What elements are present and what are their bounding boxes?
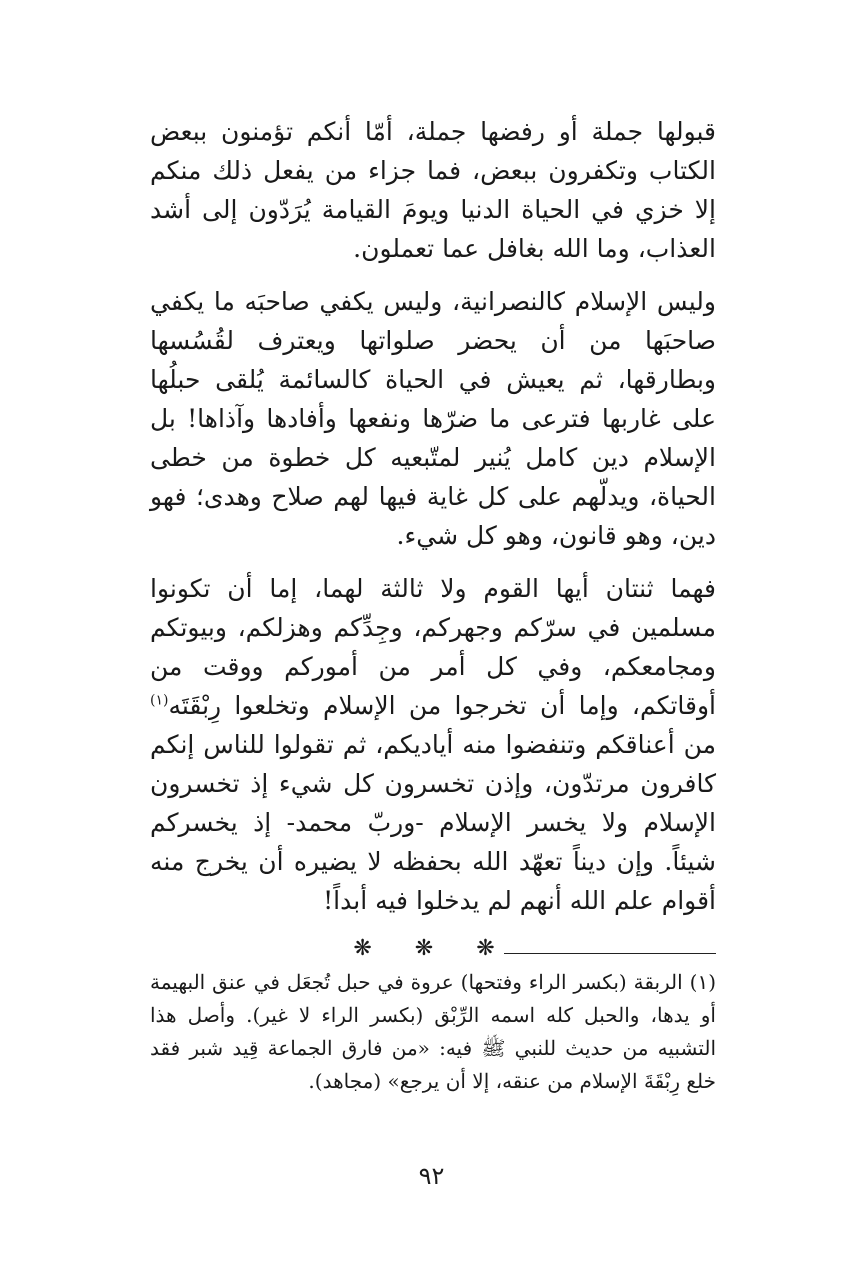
main-text <box>150 112 716 983</box>
page-number: ٩٢ <box>418 1162 445 1190</box>
paragraph-3 <box>150 569 716 920</box>
paragraph-3-text-end: من أعناقكم وتنفضوا منه أياديكم، ثم تقولوا للناس إنكم كافرون مرتدّون، وإذن تخسرون كل شيء إذ تخسرون الإسلام ولا يخسر الإسلام -وربّ محمد- إذ يخسركم شيئاً. وإن ديناً تعهّد الله بحفظه لا يضيره أن يخرج منه أقوام علم الله أنهم لم يدخلوا فيه أبداً! <box>150 730 716 915</box>
footnote-text: (١) الربقة (بكسر الراء وفتحها) عروة في حبل تُجعَل في عنق البهيمة أو يدها، والحبل كله اسمه الرِّبْق (بكسر الراء لا غير). وأصل هذا التشبيه من حديث للنبي ﷺ فيه: «من فارق الجماعة قِيد شبر فقد خلع رِبْقَةَ الإسلام من عنقه، إلا أن يرجع» (مجاهد). <box>150 970 716 1093</box>
section-separator: ❋ ❋ ❋ <box>353 936 513 961</box>
footnote-divider <box>504 953 716 954</box>
paragraph-3-text-start: فهما ثنتان أيها القوم ولا ثالثة لهما، إما أن تكونوا مسلمين في سرّكم وجهركم، وجِدِّكم وهزلكم، وبيوتكم ومجامعكم، وفي كل أمر من أموركم ووقت من أوقاتكم، وإما أن تخرجوا من الإسلام وتخلعوا رِبْقَتَه <box>150 574 716 720</box>
footnote-marker: (١) <box>150 692 169 709</box>
footnote <box>150 966 716 1098</box>
paragraph-1: قبولها جملة أو رفضها جملة، أمّا أنكم تؤمنون ببعض الكتاب وتكفرون ببعض، فما جزاء من يفعل ذلك منكم إلا خزي في الحياة الدنيا ويومَ القيامة يُرَدّون إلى أشد العذاب، وما الله بغافل عما تعملون. <box>150 117 716 263</box>
paragraph-2: وليس الإسلام كالنصرانية، وليس يكفي صاحبَه ما يكفي صاحبَها من أن يحضر صلواتها ويعترف لقُسُسها وبطارقها، ثم يعيش في الحياة كالسائمة يُلقى حبلُها على غاربها فترعى ما ضرّها ونفعها وأفادها وآذاها! بل الإسلام دين كامل يُنير لمتّبعيه كل خطوة من خطى الحياة، ويدلّهم على كل غاية فيها لهم صلاح وهدى؛ فهو دين، وهو قانون، وهو كل شيء. <box>150 287 716 550</box>
